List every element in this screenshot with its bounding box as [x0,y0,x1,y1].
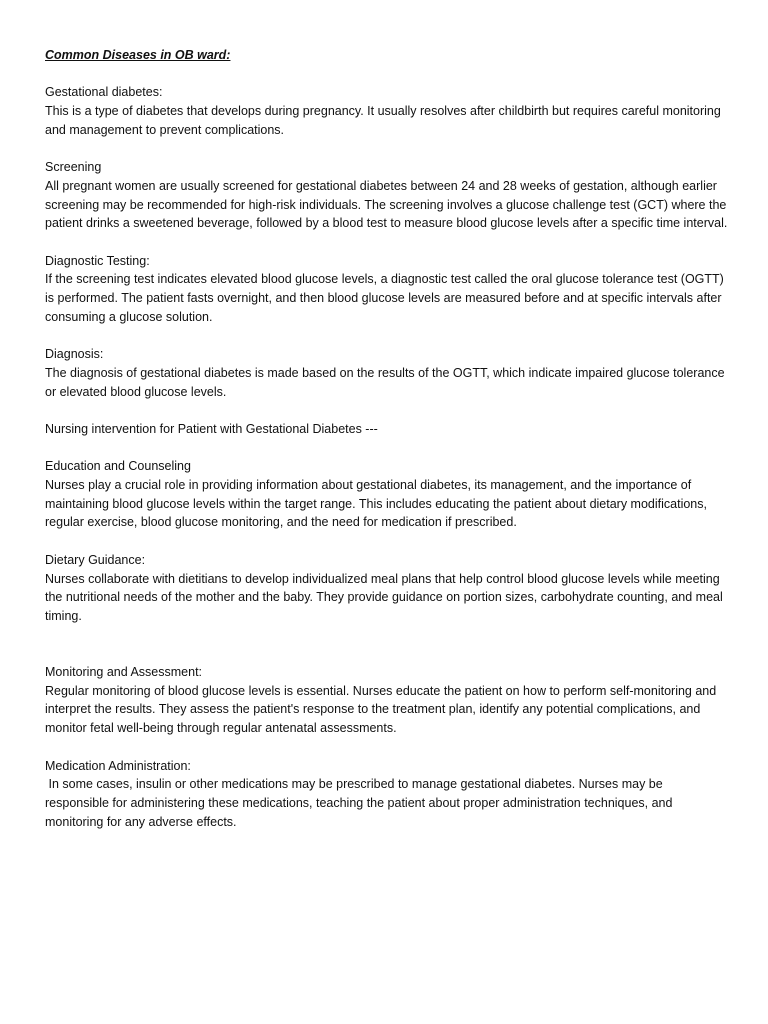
section-education-counseling [45,457,730,532]
section-body: All pregnant women are usually screened for gestational diabetes between 24 and 28 weeks of gestation, although earlier screening may be recommended for high-risk individuals. The screening involves a glucose challenge test (GCT) where the patient drinks a sweetened beverage, followed by a blood test to measure blood glucose levels after a specific time interval. [45,178,730,231]
section-diagnostic-testing [45,252,730,327]
section-heading: Screening [45,160,102,175]
document-title: Common Diseases in OB ward: [45,48,231,62]
section-body: Nurses play a crucial role in providing information about gestational diabetes, its management, and the importance of maintaining blood glucose levels within the target range. This includes educating the patient about dietary modifications, regular exercise, blood glucose monitoring, and the need for medication if prescribed. [45,478,711,530]
section-diagnosis [45,345,730,401]
section-medication-administration [45,757,730,832]
section-heading: Education and Counseling [45,459,191,474]
section-body: This is a type of diabetes that develops during pregnancy. It usually resolves after childbirth but requires careful monitoring and management to prevent complications. [45,104,725,137]
section-heading: Diagnosis: [45,347,104,362]
section-screening [45,158,730,233]
section-dietary-guidance [45,551,730,626]
section-monitoring-assessment [45,663,730,738]
section-heading: Medication Administration: [45,758,191,773]
section-heading: Dietary Guidance: [45,552,146,567]
section-body: If the screening test indicates elevated blood glucose levels, a diagnostic test called the oral glucose tolerance test (OGTT) is performed. The patient fasts overnight, and then blood glucose levels are measured before and at specific intervals after consuming a glucose solution. [45,272,728,324]
section-heading: Monitoring and Assessment: [45,665,203,680]
section-heading: Nursing intervention for Patient with Gestational Diabetes --- [45,421,378,436]
section-body: Regular monitoring of blood glucose levels is essential. Nurses educate the patient on how to perform self-monitoring and interpret the results. They assess the patient's response to the treatment plan, identify any potential complications, and monitor fetal well-being through regular antenatal assessments. [45,683,720,736]
section-body: The diagnosis of gestational diabetes is made based on the results of the OGTT, which indicate impaired glucose tolerance or elevated blood glucose levels. [45,365,729,399]
section-nursing-intervention [45,420,730,439]
section-body: In some cases, insulin or other medications may be prescribed to manage gestational diabetes. Nurses may be responsible for administering these medications, teaching the patient about proper administration techniques, and monitoring for any adverse effects. [45,777,676,829]
section-body: Nurses collaborate with dietitians to develop individualized meal plans that help control blood glucose levels while meeting the nutritional needs of the mother and the baby. They provide guidance on portion sizes, carbohydrate counting, and meal timing. [45,571,727,623]
document-page [45,46,730,831]
section-heading: Diagnostic Testing: [45,253,150,268]
section-gestational-diabetes [45,83,730,139]
section-heading: Gestational diabetes: [45,85,163,100]
